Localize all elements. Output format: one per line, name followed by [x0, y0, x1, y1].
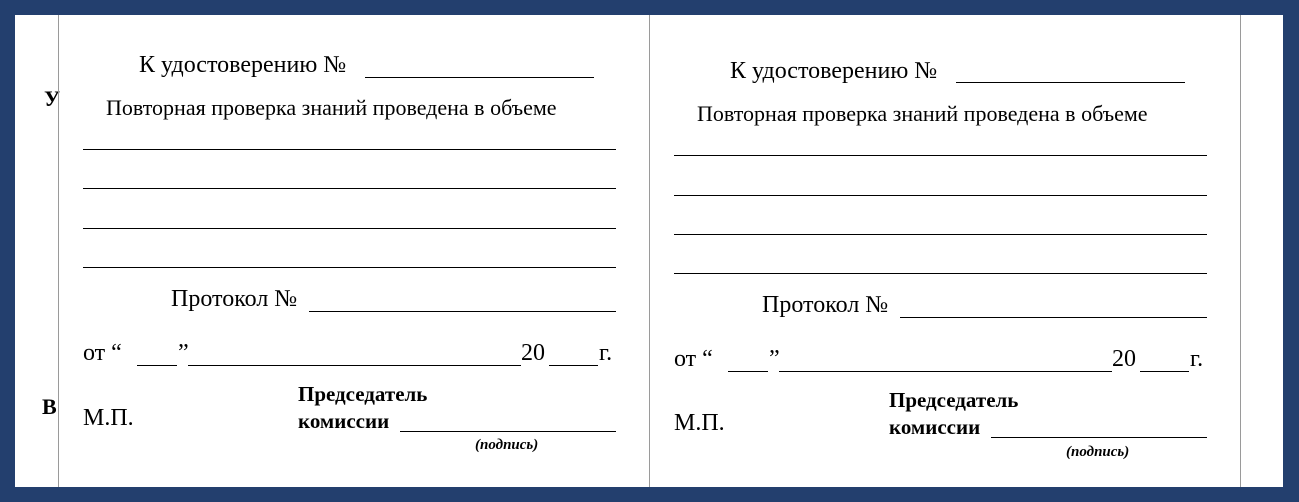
date-year-prefix: 20	[1112, 346, 1136, 372]
date-month-field[interactable]	[188, 365, 521, 366]
date-prefix: от “	[83, 340, 122, 366]
background-letter-bottom: В	[42, 394, 57, 419]
certificate-label: К удостоверению №	[139, 52, 347, 78]
scope-line-4[interactable]	[674, 273, 1207, 274]
stamp-label: М.П.	[674, 410, 725, 436]
scope-line-3[interactable]	[83, 228, 616, 229]
certificate-number-field[interactable]	[365, 77, 594, 78]
form-panel-right	[650, 15, 1240, 487]
date-year-field[interactable]	[1140, 371, 1189, 372]
chairman-label-line2: комиссии	[298, 409, 390, 433]
date-suffix: г.	[1190, 346, 1204, 372]
certificate-number-field[interactable]	[956, 82, 1185, 83]
certificate-label: К удостоверению №	[730, 58, 938, 84]
document-page	[15, 15, 1283, 487]
scope-line-3[interactable]	[674, 234, 1207, 235]
chairman-signature-field[interactable]	[991, 437, 1207, 438]
chairman-label-line2: комиссии	[889, 415, 981, 439]
protocol-label: Протокол №	[762, 292, 889, 318]
scope-line-1[interactable]	[83, 149, 616, 150]
protocol-number-field[interactable]	[900, 317, 1207, 318]
date-prefix: от “	[674, 346, 713, 372]
scope-line-1[interactable]	[674, 155, 1207, 156]
chairman-signature-field[interactable]	[400, 431, 616, 432]
date-month-field[interactable]	[779, 371, 1112, 372]
signature-caption: (подпись)	[475, 437, 539, 453]
date-year-prefix: 20	[521, 340, 545, 366]
chairman-label-line1: Председатель	[889, 388, 1019, 412]
date-quote-close: ”	[178, 340, 189, 366]
scope-line-2[interactable]	[83, 188, 616, 189]
retest-scope-text: Повторная проверка знаний проведена в объеме	[697, 101, 1148, 126]
date-quote-close: ”	[769, 346, 780, 372]
background-letter-top: У	[44, 86, 61, 111]
form-panel-left	[59, 15, 649, 487]
chairman-label-line1: Председатель	[298, 382, 428, 406]
date-day-field[interactable]	[137, 365, 177, 366]
date-year-field[interactable]	[549, 365, 598, 366]
retest-scope-text: Повторная проверка знаний проведена в объеме	[106, 95, 557, 120]
protocol-number-field[interactable]	[309, 311, 616, 312]
scope-line-4[interactable]	[83, 267, 616, 268]
date-suffix: г.	[599, 340, 613, 366]
protocol-label: Протокол №	[171, 286, 298, 312]
signature-caption: (подпись)	[1066, 444, 1130, 460]
page-edge-right	[1240, 15, 1241, 487]
stamp-label: М.П.	[83, 405, 134, 431]
scope-line-2[interactable]	[674, 195, 1207, 196]
date-day-field[interactable]	[728, 371, 768, 372]
